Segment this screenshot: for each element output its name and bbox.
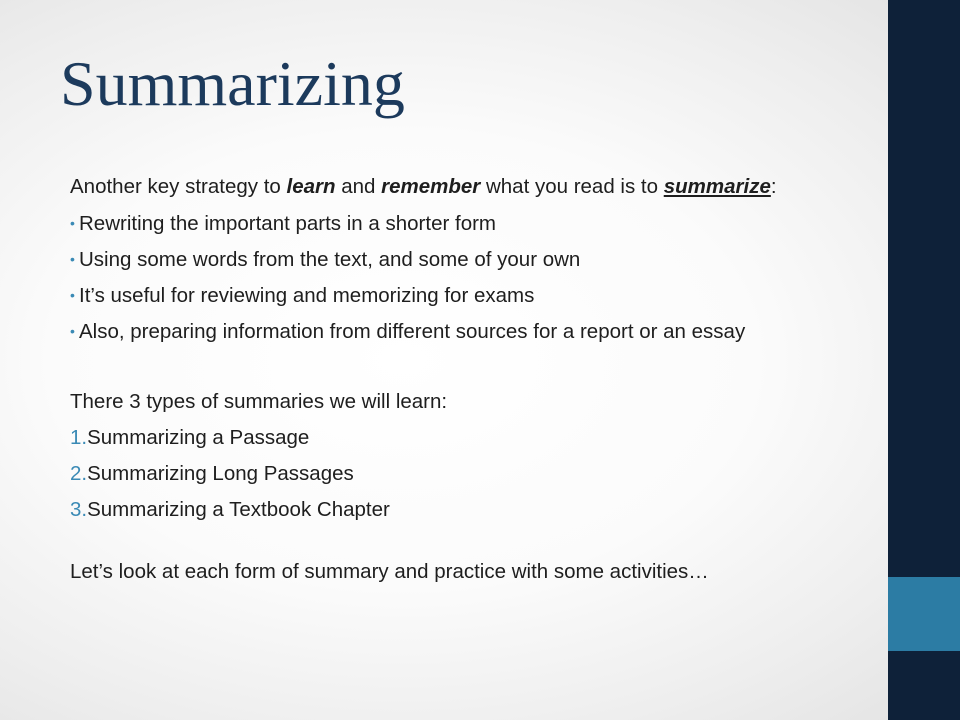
numbered-item — [70, 425, 850, 450]
bullet-item — [70, 319, 850, 344]
sidebar-accent-block — [888, 577, 960, 651]
bullet-item — [70, 211, 850, 236]
intro-text-4: : — [770, 175, 777, 198]
slide-title: Summarizing — [60, 48, 405, 119]
bullet-item — [70, 283, 850, 308]
item-label: Summarizing a Textbook Chapter — [87, 498, 390, 521]
intro-emphasis-summarize: summarize — [663, 175, 771, 198]
intro-text-3: what you read is to — [480, 175, 664, 198]
numbered-item — [70, 497, 850, 522]
bullet-dot-icon: • — [70, 251, 75, 267]
intro-emphasis-remember: remember — [381, 175, 481, 198]
bullet-text: Using some words from the text, and some of your own — [79, 248, 581, 271]
item-number: 3. — [70, 498, 88, 521]
intro-text-1: Another key strategy to — [70, 175, 287, 198]
item-label: Summarizing Long Passages — [87, 462, 354, 485]
item-number: 2. — [70, 462, 88, 485]
types-heading: There 3 types of summaries we will learn: — [70, 390, 448, 413]
bullet-dot-icon: • — [70, 287, 75, 303]
bullet-item — [70, 247, 850, 272]
intro-paragraph — [70, 174, 850, 199]
closing-text: Let’s look at each form of summary and practice with some activities… — [70, 560, 709, 583]
intro-text-2: and — [335, 175, 382, 198]
numbered-item — [70, 461, 850, 486]
slide-body — [70, 174, 850, 584]
bullet-dot-icon: • — [70, 215, 75, 231]
intro-emphasis-learn: learn — [286, 175, 336, 198]
bullet-text: It’s useful for reviewing and memorizing for exams — [79, 284, 535, 307]
bullet-dot-icon: • — [70, 323, 75, 339]
bullet-text: Rewriting the important parts in a shorter form — [79, 212, 496, 235]
bullet-text: Also, preparing information from different sources for a report or an essay — [79, 320, 746, 343]
item-label: Summarizing a Passage — [87, 426, 310, 449]
item-number: 1. — [70, 426, 88, 449]
